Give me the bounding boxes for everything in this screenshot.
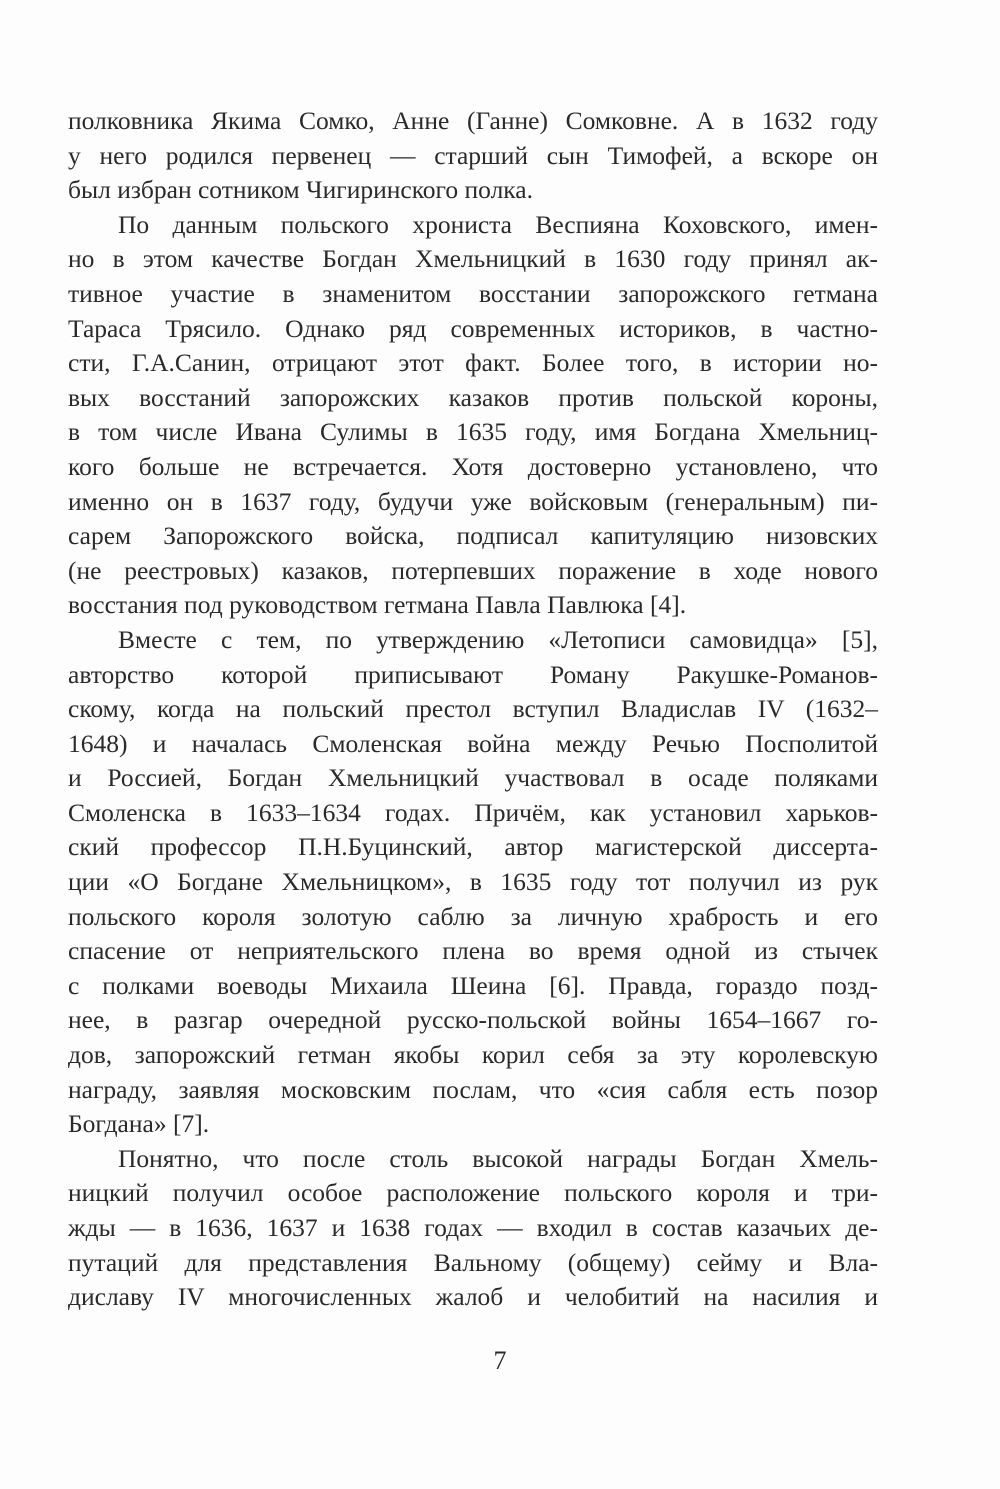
- text-line: Тараса Трясило. Однако ряд современных историков, в частно-: [68, 313, 878, 343]
- text-line: у него родился первенец — старший сын Тимофей, а вскоре он: [68, 140, 878, 170]
- text-line: но в этом качестве Богдан Хмельницкий в 1630 году принял ак-: [68, 244, 878, 274]
- text-line: сти, Г.А.Санин, отрицают этот факт. Более того, в истории но-: [68, 348, 878, 378]
- text-line: скому, когда на польский престол вступил Владислав IV (1632–: [68, 694, 878, 724]
- text-line: спасение от неприятельского плена во время одной из стычек: [68, 936, 878, 966]
- text-line: вых восстаний запорожских казаков против польской короны,: [68, 382, 878, 412]
- text-line: ский профессор П.Н.Буцинский, автор магистерской диссерта-: [68, 832, 878, 862]
- text-line: Понятно, что после столь высокой награды Богдан Хмель-: [118, 1143, 878, 1173]
- text-line: восстания под руководством гетмана Павла Павлюка [4].: [68, 590, 687, 620]
- text-line: путаций для представления Вальному (общему) сейму и Вла-: [68, 1247, 878, 1277]
- text-line: сарем Запорожского войска, подписал капитуляцию низовских: [68, 521, 878, 551]
- text-line: и Россией, Богдан Хмельницкий участвовал в осаде поляками: [68, 763, 878, 793]
- text-line: Вместе с тем, по утверждению «Летописи самовидца» [5],: [118, 624, 878, 654]
- text-line: нее, в разгар очередной русско-польской войны 1654–1667 го-: [68, 1005, 878, 1035]
- text-line: был избран сотником Чигиринского полка.: [68, 175, 533, 205]
- text-line: полковника Якима Сомко, Анне (Ганне) Сомковне. А в 1632 году: [68, 106, 878, 135]
- text-line: награду, заявляя московским послам, что «сия сабля есть позор: [68, 1074, 878, 1104]
- text-line: тивное участие в знаменитом восстании запорожского гетмана: [68, 278, 878, 308]
- text-line: 1648) и началась Смоленская война между Речью Посполитой: [68, 728, 878, 758]
- text-line: Богдана» [7].: [68, 1109, 210, 1139]
- text-line: диславу IV многочисленных жалоб и челобитий на насилия и: [68, 1282, 878, 1312]
- text-line: дов, запорожский гетман якобы корил себя за эту королевскую: [68, 1040, 878, 1070]
- text-line: Смоленска в 1633–1634 годах. Причём, как установил харьков-: [68, 797, 878, 827]
- text-line: с полками воеводы Михаила Шеина [6]. Правда, гораздо позд-: [68, 970, 878, 1000]
- text-line: ницкий получил особое расположение польского короля и три-: [68, 1178, 878, 1208]
- text-line: в том числе Ивана Сулимы в 1635 году, имя Богдана Хмельниц-: [68, 417, 878, 447]
- text-line: (не реестровых) казаков, потерпевших поражение в ходе нового: [68, 555, 878, 585]
- text-line: авторство которой приписывают Роману Ракушке-Романов-: [68, 659, 878, 689]
- text-line: жды — в 1636, 1637 и 1638 годах — входил в состав казачьих де-: [68, 1213, 878, 1242]
- text-line: ции «О Богдане Хмельницком», в 1635 году тот получил из рук: [68, 867, 878, 897]
- text-line: польского короля золотую саблю за личную храбрость и его: [68, 901, 878, 931]
- page-number: 7: [493, 1346, 507, 1375]
- text-line: именно он в 1637 году, будучи уже войсковым (генеральным) пи-: [68, 486, 878, 516]
- page-body-text: [68, 104, 878, 1315]
- text-line: По данным польского хрониста Веспияна Коховского, имен-: [118, 209, 878, 239]
- text-line: кого больше не встречается. Хотя достоверно установлено, что: [68, 451, 878, 481]
